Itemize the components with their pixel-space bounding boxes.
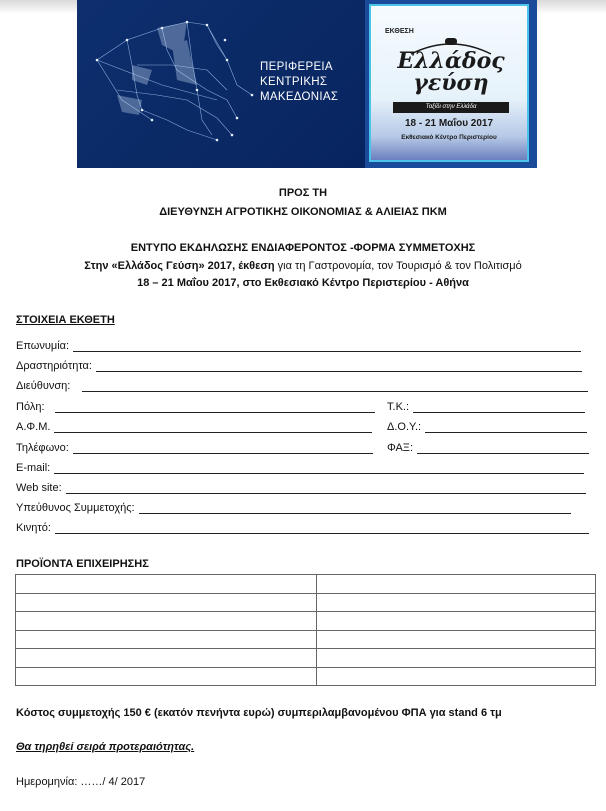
table-cell[interactable] <box>317 612 596 631</box>
date-field[interactable]: Ημερομηνία: ……/ 4/ 2017 <box>16 776 146 788</box>
name-label: Επωνυμία: <box>16 340 70 352</box>
department-line: ΔΙΕΥΘΥΝΣΗ ΑΓΡΟΤΙΚΗΣ ΟΙΚΟΝΟΜΙΑΣ & ΑΛΙΕΙΑΣ ΠΚΜ <box>159 206 447 218</box>
logo-title-line: γεύση <box>413 70 489 96</box>
contact-person-field[interactable] <box>16 500 571 514</box>
phone-input-line[interactable] <box>73 442 373 454</box>
fax-field[interactable] <box>387 440 589 454</box>
mobile-label: Κινητό: <box>16 522 51 534</box>
to-line: ΠΡΟΣ ΤΗ <box>278 187 328 199</box>
table-cell[interactable] <box>317 575 596 594</box>
products-table <box>15 574 596 686</box>
mobile-field[interactable] <box>16 520 589 534</box>
form-title: ΕΝΤΥΠΟ ΕΚΔΗΛΩΣΗΣ ΕΝΔΙΑΦΕΡΟΝΤΟΣ -ΦΟΡΜΑ ΣΥΜΜΕΤΟΧΗΣ <box>130 242 476 254</box>
activity-label: Δραστηριότητα: <box>16 360 92 372</box>
address-input-line[interactable] <box>82 380 588 392</box>
website-input-line[interactable] <box>66 482 586 494</box>
contact-person-label: Υπεύθυνος Συμμετοχής: <box>16 502 135 514</box>
city-field[interactable] <box>16 399 375 413</box>
activity-field[interactable] <box>16 358 582 372</box>
email-label: E-mail: <box>16 462 51 474</box>
postal-code-input-line[interactable] <box>413 401 585 413</box>
tax-office-input-line[interactable] <box>425 421 587 433</box>
city-label: Πόλη: <box>16 401 45 413</box>
event-name: Στην «Ελλάδος Γεύση» 2017, έκθεση <box>84 260 275 272</box>
table-cell[interactable] <box>317 667 596 686</box>
address-label: Διεύθυνση: <box>16 380 71 392</box>
region-name-line: ΠΕΡΙΦΕΡΕΙΑ <box>260 61 333 73</box>
address-field[interactable] <box>16 378 588 392</box>
logo-title <box>393 50 509 94</box>
exhibitor-section-title: ΣΤΟΙΧΕΙΑ ΕΚΘΕΤΗ <box>16 314 115 326</box>
region-logo-panel <box>77 0 365 168</box>
table-cell[interactable] <box>16 593 317 612</box>
vat-field[interactable] <box>16 419 372 433</box>
table-cell[interactable] <box>16 649 317 668</box>
table-cell[interactable] <box>317 630 596 649</box>
table-row <box>16 575 596 594</box>
vat-label: Α.Φ.Μ. <box>16 421 51 433</box>
name-input-line[interactable] <box>73 340 581 352</box>
tax-office-label: Δ.Ο.Υ.: <box>387 421 422 433</box>
event-logo <box>369 4 529 162</box>
event-dates-line: 18 – 21 Μαΐου 2017, στο Εκθεσιακό Κέντρο Περιστερίου - Αθήνα <box>137 277 469 289</box>
vat-input-line[interactable] <box>54 421 372 433</box>
event-logo-panel <box>365 0 537 168</box>
event-description: για τη Γαστρονομία, τον Τουρισμό & τον Πολιτισμό <box>274 260 522 272</box>
products-section-title: ΠΡΟΪΟΝΤΑ ΕΠΙΧΕΙΡΗΣΗΣ <box>16 558 149 570</box>
fax-input-line[interactable] <box>417 442 589 454</box>
website-field[interactable] <box>16 480 586 494</box>
logo-dates: 18 - 21 Μαΐου 2017 <box>404 118 494 129</box>
table-cell[interactable] <box>16 575 317 594</box>
table-cell[interactable] <box>16 630 317 649</box>
phone-field[interactable] <box>16 440 373 454</box>
cost-notice: Κόστος συμμετοχής 150 € (εκατόν πενήντα ευρώ) συμπεριλαμβανομένου ΦΠΑ για stand 6 τμ <box>16 707 502 719</box>
city-input-line[interactable] <box>55 401 375 413</box>
logo-title-line: Ελλάδος <box>397 48 505 74</box>
table-cell[interactable] <box>16 612 317 631</box>
email-input-line[interactable] <box>54 462 584 474</box>
email-field[interactable] <box>16 460 584 474</box>
mobile-input-line[interactable] <box>55 522 589 534</box>
table-row <box>16 593 596 612</box>
region-name <box>260 60 338 105</box>
postal-code-field[interactable] <box>387 399 585 413</box>
table-row <box>16 630 596 649</box>
logo-ribbon: Ταξίδι στην Ελλάδα <box>393 102 509 113</box>
postal-code-label: Τ.Κ.: <box>387 401 410 413</box>
activity-input-line[interactable] <box>96 360 582 372</box>
table-cell[interactable] <box>317 593 596 612</box>
name-field[interactable] <box>16 338 581 352</box>
table-row <box>16 667 596 686</box>
logo-venue: Εκθεσιακό Κέντρο Περιστερίου <box>401 134 497 141</box>
logo-expo-label: ΕΚΘΕΣΗ <box>385 28 414 35</box>
table-cell[interactable] <box>16 667 317 686</box>
event-line <box>0 260 606 272</box>
table-cell[interactable] <box>317 649 596 668</box>
contact-person-input-line[interactable] <box>139 502 571 514</box>
website-label: Web site: <box>16 482 62 494</box>
fax-label: ΦΑΞ: <box>387 442 414 454</box>
phone-label: Τηλέφωνο: <box>16 442 69 454</box>
tax-office-field[interactable] <box>387 419 587 433</box>
table-row <box>16 649 596 668</box>
header-banner <box>77 0 537 168</box>
region-name-line: ΚΕΝΤΡΙΚΗΣ <box>260 76 328 88</box>
priority-notice: Θα τηρηθεί σειρά προτεραιότητας. <box>16 741 195 753</box>
region-name-line: ΜΑΚΕΔΟΝΙΑΣ <box>260 91 339 103</box>
table-row <box>16 612 596 631</box>
